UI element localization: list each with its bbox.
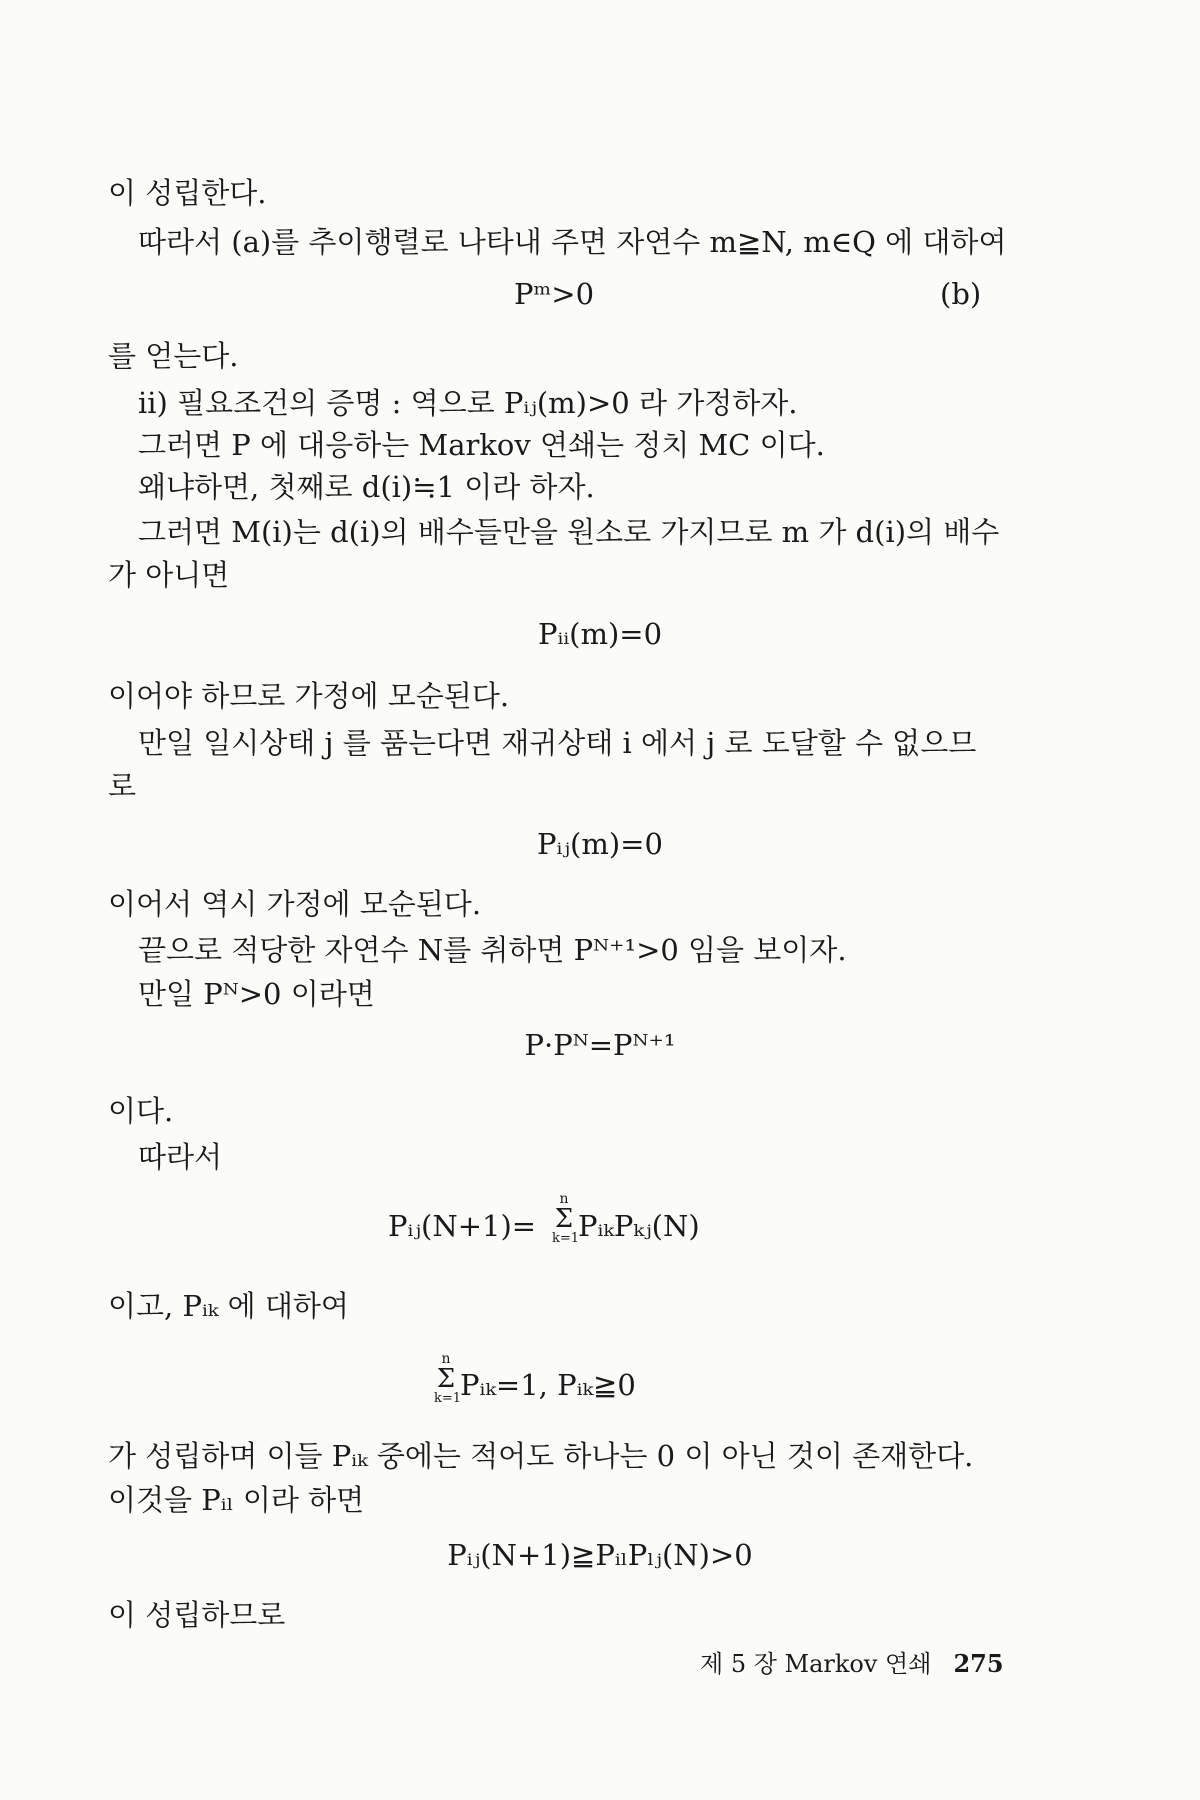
equation-b-tag: (b): [940, 277, 982, 311]
sum-sign-1: Σ: [554, 1204, 574, 1234]
text-line-1: 이 성립한다.: [108, 176, 267, 210]
text-line-19: 이것을 Pᵢₗ 이라 하면: [108, 1483, 365, 1517]
text-line-20: 이 성립하므로: [108, 1598, 286, 1632]
text-line-16: 따라서: [138, 1140, 223, 1174]
sum-sign-2: Σ: [436, 1364, 456, 1394]
text-line-14: 만일 Pᴺ>0 이라면: [138, 977, 375, 1011]
page-footer: [700, 1648, 1004, 1680]
sum-operator-1: [552, 1191, 580, 1246]
text-line-17: 이고, Pᵢₖ 에 대하여: [108, 1289, 349, 1323]
equation-pii: Pᵢᵢ(m)=0: [537, 617, 663, 651]
sum-operator-2: [434, 1351, 462, 1406]
equation-ppn: P·Pᴺ=Pᴺ⁺¹: [524, 1028, 676, 1062]
text-line-18: 가 성립하며 이들 Pᵢₖ 중에는 적어도 하나는 0 이 아닌 것이 존재한다.: [108, 1439, 974, 1473]
text-line-3: 를 얻는다.: [108, 339, 239, 373]
text-line-12: 이어서 역시 가정에 모순된다.: [108, 887, 482, 921]
equation-sum2: Pᵢₖ=1, Pᵢₖ≧0: [460, 1368, 636, 1402]
text-line-9: 이어야 하므로 가정에 모순된다.: [108, 679, 510, 713]
equation-b: Pᵐ>0: [514, 277, 595, 311]
equation-sum1-right: PᵢₖPₖⱼ(N): [578, 1209, 700, 1243]
page-number: 275: [953, 1649, 1004, 1678]
text-line-11: 로: [108, 769, 137, 803]
text-line-6: 왜냐하면, 첫째로 d(i)≒1 이라 하자.: [138, 470, 595, 504]
equation-sum1-left: Pᵢⱼ(N+1)=: [388, 1209, 537, 1243]
text-line-2: 따라서 (a)를 추이행렬로 나타내 주면 자연수 m≧N, m∈Q 에 대하여: [138, 225, 1007, 259]
equation-pij: Pᵢⱼ(m)=0: [537, 827, 663, 861]
sum-lower-limit-2: k=1: [434, 1391, 462, 1406]
text-line-10: 만일 일시상태 j 를 품는다면 재귀상태 i 에서 j 로 도달할 수 없으므: [138, 726, 977, 760]
text-line-15: 이다.: [108, 1094, 174, 1128]
text-line-4: ii) 필요조건의 증명 : 역으로 Pᵢⱼ(m)>0 라 가정하자.: [138, 386, 798, 420]
running-head: 제 5 장 Markov 연쇄: [700, 1650, 932, 1678]
sum-upper-limit-2: n: [441, 1351, 451, 1367]
sum-upper-limit-1: n: [559, 1191, 569, 1207]
equation-final: Pᵢⱼ(N+1)≧PᵢₗPₗⱼ(N)>0: [447, 1538, 753, 1572]
sum-lower-limit-1: k=1: [552, 1231, 580, 1246]
text-line-13: 끝으로 적당한 자연수 N를 취하면 Pᴺ⁺¹>0 임을 보이자.: [138, 933, 847, 967]
text-line-5: 그러면 P 에 대응하는 Markov 연쇄는 정치 MC 이다.: [138, 428, 825, 462]
text-line-8: 가 아니면: [108, 558, 230, 592]
text-line-7: 그러면 M(i)는 d(i)의 배수들만을 원소로 가지므로 m 가 d(i)의 배수: [138, 515, 1000, 549]
